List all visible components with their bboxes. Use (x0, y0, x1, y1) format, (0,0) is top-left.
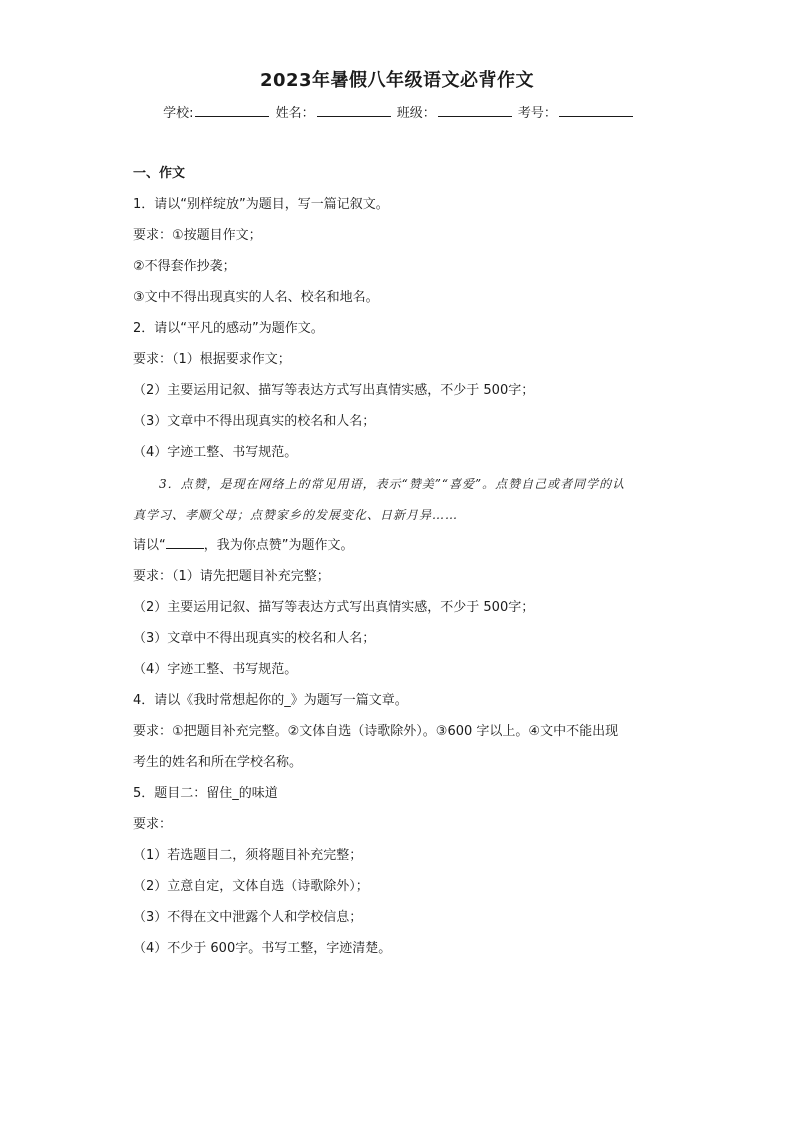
q4-prompt: 4．请以《我时常想起你的_》为题写一篇文章。 (133, 693, 408, 708)
q3-prompt-after: ，我为你点赞”为题作文。 (203, 538, 354, 553)
q4-requirement-line-1: 要求：①把题目补充完整。②文体自选（诗歌除外）。③600 字以上。④文中不能出现 (133, 724, 619, 739)
class-blank (438, 104, 512, 117)
section-heading: 一、作文 (133, 166, 186, 181)
q3-prompt-before: 请以“ (133, 538, 166, 553)
q3-requirement-4: （4）字迹工整、书写规范。 (133, 662, 298, 677)
number-blank (559, 104, 633, 117)
q2-requirement-3: （3）文章中不得出现真实的校名和人名； (133, 414, 376, 429)
q3-requirement-2: （2）主要运用记叙、描写等表达方式写出真情实感，不少于 500字； (133, 600, 535, 615)
q1-requirement-3: ③文中不得出现真实的人名、校名和地名。 (133, 290, 379, 305)
q5-requirement-1: （1）若选题目二，须将题目补充完整； (133, 848, 363, 863)
q1-requirement-2: ②不得套作抄袭； (133, 259, 236, 274)
q3-intro-line-2: 真学习、孝顺父母；点赞家乡的发展变化、日新月异…… (133, 508, 459, 522)
q5-prompt: 5．题目二：留住_的味道 (133, 786, 278, 801)
document-title: 2023年暑假八年级语文必背作文 (259, 70, 535, 91)
q3-prompt (133, 535, 673, 566)
q5-requirement-3: （3）不得在文中泄露个人和学校信息； (133, 910, 363, 925)
q2-requirement-2: （2）主要运用记叙、描写等表达方式写出真情实感，不少于 500字； (133, 383, 535, 398)
class-label: 班级： (396, 106, 436, 121)
number-label: 考号： (517, 106, 557, 121)
q3-requirement-3: （3）文章中不得出现真实的校名和人名； (133, 631, 376, 646)
q5-requirement-label: 要求： (133, 817, 173, 832)
name-blank (317, 104, 391, 117)
q2-prompt: 2．请以“平凡的感动”为题作文。 (133, 321, 324, 336)
q1-prompt: 1．请以“别样绽放”为题目，写一篇记叙文。 (133, 197, 389, 212)
q3-intro-line-1: 3．点赞，是现在网络上的常见用语，表示“赞美”“喜爱”。点赞自己或者同学的认 (159, 477, 626, 491)
school-blank (195, 104, 269, 117)
q5-requirement-2: （2）立意自定，文体自选（诗歌除外）； (133, 879, 369, 894)
document-body (133, 163, 673, 969)
name-label: 姓名： (275, 106, 315, 121)
q3-title-blank (166, 536, 204, 549)
q1-requirement-1: 要求：①按题目作文； (133, 228, 262, 243)
q3-requirement-1: 要求：（1）请先把题目补充完整； (133, 569, 330, 584)
q5-requirement-4: （4）不少于 600字。书写工整，字迹清楚。 (133, 941, 392, 956)
student-info-line (0, 102, 794, 121)
q2-requirement-4: （4）字迹工整、书写规范。 (133, 445, 298, 460)
q4-requirement-line-2: 考生的姓名和所在学校名称。 (133, 755, 303, 770)
q2-requirement-1: 要求：（1）根据要求作文； (133, 352, 291, 367)
school-label: 学校: (163, 106, 194, 121)
